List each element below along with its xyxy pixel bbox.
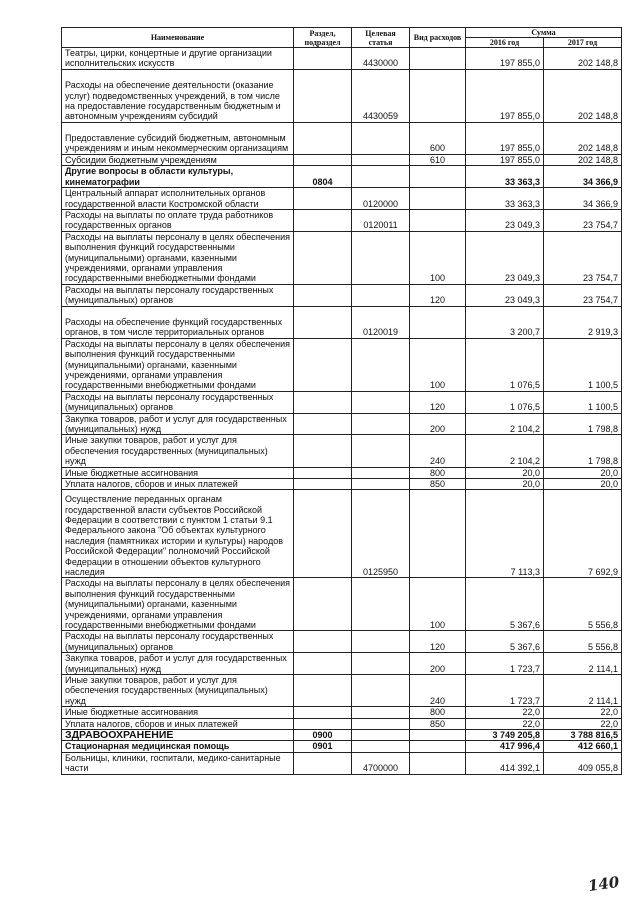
cell-name: Расходы на выплаты персоналу в целях обеспечения выполнения функций государственными (муниципальными) органами, казенными учреждениями, органами управления государственными внебюджетными фондами	[62, 231, 294, 284]
cell-2017: 2 114,1	[544, 653, 622, 675]
cell-name: Осуществление переданных органам государственной власти субъектов Российской Федерации в соответствии с пунктом 1 статьи 9.1 Федерального закона "Об объектах культурного наследия (памятниках истории и культуры) народов Российской Федерации" полномочий Российской Федерации в отношении объектов культурного наследия	[62, 490, 294, 578]
cell-name: Иные бюджетные ассигнования	[62, 707, 294, 718]
cell-2016: 1 723,7	[466, 675, 544, 707]
header-type: Вид расходов	[410, 28, 466, 48]
cell-type: 100	[410, 231, 466, 284]
cell-type	[410, 210, 466, 232]
cell-section	[294, 718, 352, 729]
cell-section: 0804	[294, 166, 352, 188]
page-number: 140	[586, 872, 621, 896]
cell-2016: 23 049,3	[466, 231, 544, 284]
cell-2016: 1 723,7	[466, 653, 544, 675]
cell-name: Предоставление субсидий бюджетным, автономным учреждениям и иным некоммерческим организациям	[62, 122, 294, 154]
cell-2016: 197 855,0	[466, 154, 544, 165]
table-row	[62, 391, 622, 413]
cell-type: 120	[410, 631, 466, 653]
cell-2016: 5 367,6	[466, 631, 544, 653]
table-row	[62, 467, 622, 478]
cell-2016: 1 076,5	[466, 338, 544, 391]
cell-2016: 3 749 205,8	[466, 730, 544, 741]
table-row	[62, 741, 622, 752]
header-sum: Сумма	[466, 28, 622, 38]
cell-2017: 202 148,8	[544, 48, 622, 70]
cell-section: 0901	[294, 741, 352, 752]
table-row	[62, 166, 622, 188]
cell-section	[294, 631, 352, 653]
cell-name: Расходы на выплаты персоналу государственных (муниципальных) органов	[62, 391, 294, 413]
cell-name: Уплата налогов, сборов и иных платежей	[62, 718, 294, 729]
cell-name: Расходы на выплаты по оплате труда работников государственных органов	[62, 210, 294, 232]
cell-target	[352, 653, 410, 675]
cell-name: ЗДРАВООХРАНЕНИЕ	[62, 730, 294, 741]
cell-2017: 20,0	[544, 467, 622, 478]
cell-target	[352, 166, 410, 188]
cell-section	[294, 231, 352, 284]
cell-target	[352, 478, 410, 489]
table-row	[62, 413, 622, 435]
cell-section	[294, 653, 352, 675]
cell-2017: 23 754,7	[544, 284, 622, 306]
cell-target	[352, 435, 410, 467]
cell-name: Больницы, клиники, госпитали, медико-санитарные части	[62, 752, 294, 774]
table-row	[62, 578, 622, 631]
cell-target: 4430059	[352, 69, 410, 122]
cell-section	[294, 48, 352, 70]
cell-name: Театры, цирки, концертные и другие организации исполнительских искусств	[62, 48, 294, 70]
cell-2016: 23 049,3	[466, 284, 544, 306]
cell-name: Центральный аппарат исполнительных органов государственной власти Костромской области	[62, 188, 294, 210]
cell-target	[352, 391, 410, 413]
cell-target	[352, 730, 410, 741]
cell-2016: 20,0	[466, 478, 544, 489]
cell-2016: 7 113,3	[466, 490, 544, 578]
cell-name: Закупка товаров, работ и услуг для государственных (муниципальных) нужд	[62, 653, 294, 675]
cell-section	[294, 69, 352, 122]
cell-section	[294, 752, 352, 774]
cell-2017: 412 660,1	[544, 741, 622, 752]
cell-name: Расходы на выплаты персоналу государственных (муниципальных) органов	[62, 631, 294, 653]
cell-section	[294, 284, 352, 306]
cell-target: 4430000	[352, 48, 410, 70]
cell-2017: 20,0	[544, 478, 622, 489]
cell-2017: 34 366,9	[544, 188, 622, 210]
cell-type	[410, 48, 466, 70]
cell-2017: 1 100,5	[544, 391, 622, 413]
cell-2017: 202 148,8	[544, 154, 622, 165]
table-row	[62, 718, 622, 729]
cell-2017: 22,0	[544, 718, 622, 729]
cell-2017: 23 754,7	[544, 231, 622, 284]
cell-2017: 5 556,8	[544, 578, 622, 631]
cell-2017: 409 055,8	[544, 752, 622, 774]
cell-type: 120	[410, 391, 466, 413]
cell-section	[294, 478, 352, 489]
cell-2016: 22,0	[466, 718, 544, 729]
cell-section	[294, 188, 352, 210]
cell-target	[352, 578, 410, 631]
cell-2016: 197 855,0	[466, 48, 544, 70]
table-row	[62, 675, 622, 707]
table-row	[62, 752, 622, 774]
cell-2017: 2 114,1	[544, 675, 622, 707]
cell-section	[294, 675, 352, 707]
cell-section	[294, 435, 352, 467]
table-row	[62, 231, 622, 284]
cell-name: Иные закупки товаров, работ и услуг для обеспечения государственных (муниципальных) нужд	[62, 675, 294, 707]
table-row	[62, 478, 622, 489]
cell-2017: 3 788 816,5	[544, 730, 622, 741]
cell-name: Расходы на обеспечение деятельности (оказание услуг) подведомственных учреждений, в том числе на предоставление государственным бюджетным и автономным учреждениям субсидий	[62, 69, 294, 122]
cell-section	[294, 210, 352, 232]
table-row	[62, 69, 622, 122]
cell-target	[352, 154, 410, 165]
cell-2016: 5 367,6	[466, 578, 544, 631]
cell-target	[352, 413, 410, 435]
header-2016: 2016 год	[466, 38, 544, 48]
cell-2017: 23 754,7	[544, 210, 622, 232]
cell-section	[294, 306, 352, 338]
cell-target	[352, 338, 410, 391]
cell-target	[352, 741, 410, 752]
cell-2017: 1 798,8	[544, 413, 622, 435]
cell-type: 100	[410, 578, 466, 631]
table-row	[62, 631, 622, 653]
table-row	[62, 154, 622, 165]
cell-type: 600	[410, 122, 466, 154]
cell-2016: 23 049,3	[466, 210, 544, 232]
cell-section	[294, 391, 352, 413]
cell-target: 0125950	[352, 490, 410, 578]
cell-2016: 197 855,0	[466, 122, 544, 154]
cell-type	[410, 306, 466, 338]
cell-target: 4700000	[352, 752, 410, 774]
cell-name: Закупка товаров, работ и услуг для государственных (муниципальных) нужд	[62, 413, 294, 435]
cell-target	[352, 122, 410, 154]
table-row	[62, 48, 622, 70]
cell-name: Иные бюджетные ассигнования	[62, 467, 294, 478]
cell-2017: 34 366,9	[544, 166, 622, 188]
cell-section	[294, 122, 352, 154]
cell-type: 100	[410, 338, 466, 391]
cell-type: 200	[410, 413, 466, 435]
cell-type	[410, 188, 466, 210]
cell-2017: 7 692,9	[544, 490, 622, 578]
header-section: Раздел, подраздел	[294, 28, 352, 48]
cell-2016: 414 392,1	[466, 752, 544, 774]
cell-2017: 2 919,3	[544, 306, 622, 338]
cell-2016: 33 363,3	[466, 166, 544, 188]
table-row	[62, 707, 622, 718]
table-row	[62, 188, 622, 210]
budget-table	[61, 27, 622, 775]
cell-target: 0120019	[352, 306, 410, 338]
cell-2017: 1 798,8	[544, 435, 622, 467]
cell-2017: 202 148,8	[544, 122, 622, 154]
cell-type	[410, 741, 466, 752]
table-row	[62, 435, 622, 467]
cell-2017: 5 556,8	[544, 631, 622, 653]
cell-2016: 3 200,7	[466, 306, 544, 338]
table-row	[62, 730, 622, 741]
cell-target	[352, 707, 410, 718]
cell-section	[294, 154, 352, 165]
cell-type	[410, 730, 466, 741]
cell-name: Субсидии бюджетным учреждениям	[62, 154, 294, 165]
cell-type	[410, 752, 466, 774]
table-row	[62, 490, 622, 578]
cell-section	[294, 413, 352, 435]
cell-section: 0900	[294, 730, 352, 741]
cell-target	[352, 231, 410, 284]
cell-2016: 2 104,2	[466, 413, 544, 435]
cell-target	[352, 631, 410, 653]
cell-target: 0120011	[352, 210, 410, 232]
cell-section	[294, 490, 352, 578]
cell-name: Стационарная медицинская помощь	[62, 741, 294, 752]
cell-type: 240	[410, 435, 466, 467]
cell-type	[410, 490, 466, 578]
cell-name: Другие вопросы в области культуры, кинематографии	[62, 166, 294, 188]
cell-target	[352, 467, 410, 478]
cell-type: 120	[410, 284, 466, 306]
cell-target: 0120000	[352, 188, 410, 210]
cell-section	[294, 578, 352, 631]
cell-2017: 1 100,5	[544, 338, 622, 391]
cell-name: Расходы на выплаты персоналу в целях обеспечения выполнения функций государственными (муниципальными) органами, казенными учреждениями, органами управления государственными внебюджетными фондами	[62, 578, 294, 631]
table-row	[62, 338, 622, 391]
cell-2016: 417 996,4	[466, 741, 544, 752]
cell-name: Иные закупки товаров, работ и услуг для обеспечения государственных (муниципальных) нужд	[62, 435, 294, 467]
header-name: Наименование	[62, 28, 294, 48]
table-row	[62, 284, 622, 306]
cell-section	[294, 338, 352, 391]
header-2017: 2017 год	[544, 38, 622, 48]
cell-type: 850	[410, 478, 466, 489]
cell-2016: 2 104,2	[466, 435, 544, 467]
cell-target	[352, 675, 410, 707]
cell-2016: 197 855,0	[466, 69, 544, 122]
table-row	[62, 210, 622, 232]
cell-type: 240	[410, 675, 466, 707]
cell-section	[294, 707, 352, 718]
cell-2016: 20,0	[466, 467, 544, 478]
cell-2016: 33 363,3	[466, 188, 544, 210]
cell-2017: 202 148,8	[544, 69, 622, 122]
table-row	[62, 122, 622, 154]
cell-2016: 1 076,5	[466, 391, 544, 413]
cell-name: Расходы на выплаты персоналу в целях обеспечения выполнения функций государственными (муниципальными) органами, казенными учреждениями, органами управления государственными внебюджетными фондами	[62, 338, 294, 391]
cell-type: 200	[410, 653, 466, 675]
cell-target	[352, 718, 410, 729]
cell-name: Уплата налогов, сборов и иных платежей	[62, 478, 294, 489]
cell-type: 800	[410, 467, 466, 478]
cell-type: 800	[410, 707, 466, 718]
table-row	[62, 653, 622, 675]
cell-2017: 22,0	[544, 707, 622, 718]
cell-type: 850	[410, 718, 466, 729]
cell-type	[410, 166, 466, 188]
cell-target	[352, 284, 410, 306]
header-target: Целевая статья	[352, 28, 410, 48]
cell-type: 610	[410, 154, 466, 165]
cell-name: Расходы на обеспечение функций государственных органов, в том числе территориальных органов	[62, 306, 294, 338]
cell-type	[410, 69, 466, 122]
cell-name: Расходы на выплаты персоналу государственных (муниципальных) органов	[62, 284, 294, 306]
cell-2016: 22,0	[466, 707, 544, 718]
table-row	[62, 306, 622, 338]
cell-section	[294, 467, 352, 478]
